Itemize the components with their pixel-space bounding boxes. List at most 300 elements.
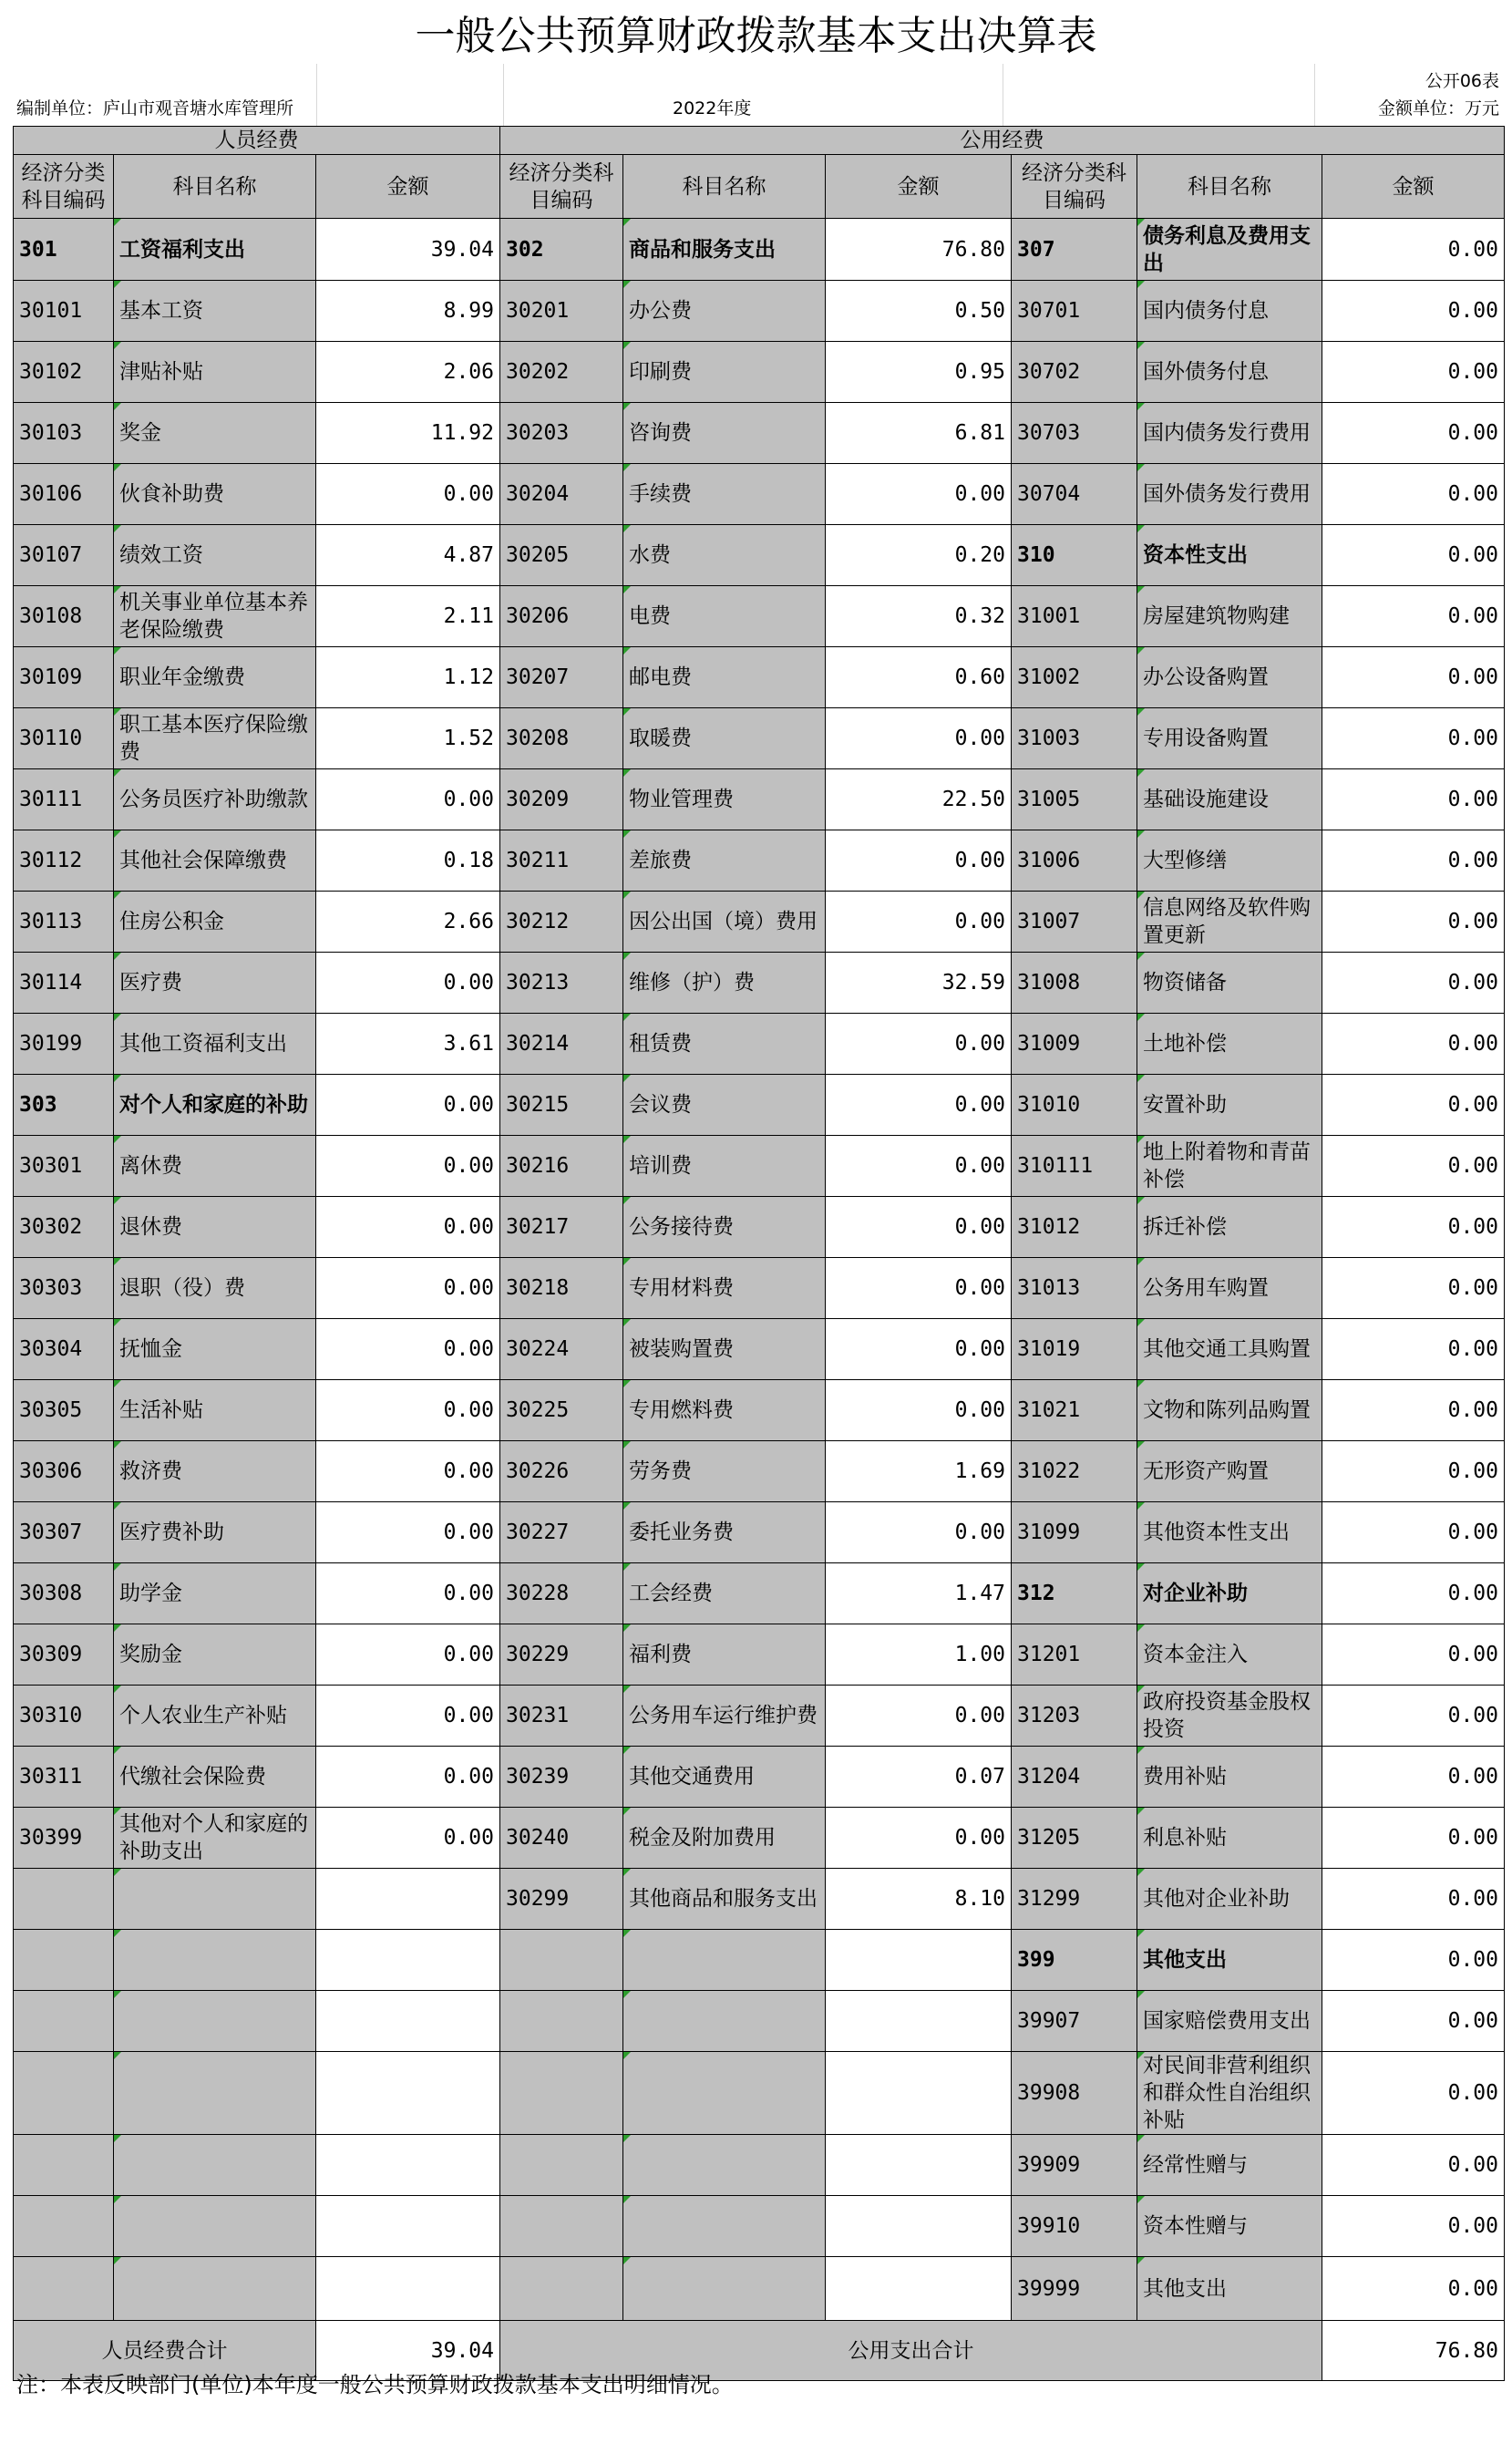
name-cell: 办公费 [623, 281, 826, 342]
name-cell [114, 2135, 316, 2196]
name-cell: 专用材料费 [623, 1258, 826, 1319]
code-cell [500, 2052, 623, 2135]
amount-cell: 0.00 [1322, 403, 1505, 464]
code-cell: 30108 [14, 586, 114, 647]
name-cell: 委托业务费 [623, 1502, 826, 1563]
amount-cell: 22.50 [826, 769, 1012, 830]
table-row [14, 1441, 1505, 1502]
code-cell: 30203 [500, 403, 623, 464]
code-cell: 30702 [1012, 342, 1137, 403]
code-cell: 30212 [500, 892, 623, 953]
name-cell: 公务接待费 [623, 1197, 826, 1258]
amount-cell: 0.00 [826, 1075, 1012, 1136]
name-cell: 基础设施建设 [1137, 769, 1322, 830]
name-cell: 培训费 [623, 1136, 826, 1197]
amount-cell: 3.61 [316, 1014, 500, 1075]
amount-cell [316, 1991, 500, 2052]
code-cell [500, 1991, 623, 2052]
code-cell: 30311 [14, 1747, 114, 1808]
code-cell: 30199 [14, 1014, 114, 1075]
table-row [14, 769, 1505, 830]
name-cell: 职业年金缴费 [114, 647, 316, 708]
column-header-code: 经济分类科目编码 [500, 155, 623, 219]
amount-cell: 0.00 [1322, 464, 1505, 525]
report-title: 一般公共预算财政拨款基本支出决算表 [415, 13, 1097, 59]
amount-cell: 0.00 [1322, 2135, 1505, 2196]
table-row [14, 342, 1505, 403]
code-cell: 39908 [1012, 2052, 1137, 2135]
code-cell [500, 2196, 623, 2257]
code-cell: 30206 [500, 586, 623, 647]
code-cell [500, 1930, 623, 1991]
amount-cell: 1.12 [316, 647, 500, 708]
name-cell: 拆迁补偿 [1137, 1197, 1322, 1258]
code-cell: 30310 [14, 1686, 114, 1747]
code-cell: 307 [1012, 219, 1137, 281]
code-cell: 30309 [14, 1624, 114, 1686]
amount-cell: 0.00 [316, 1258, 500, 1319]
amount-cell [826, 2196, 1012, 2257]
name-cell: 其他交通工具购置 [1137, 1319, 1322, 1380]
table-row [14, 1075, 1505, 1136]
amount-cell [826, 1930, 1012, 1991]
name-cell: 其他支出 [1137, 2257, 1322, 2321]
name-cell: 水费 [623, 525, 826, 586]
amount-cell: 0.00 [1322, 1075, 1505, 1136]
public-total-amount: 76.80 [1322, 2321, 1505, 2381]
amount-cell: 0.00 [316, 1197, 500, 1258]
name-cell: 差旅费 [623, 830, 826, 892]
code-cell: 31299 [1012, 1869, 1137, 1930]
amount-cell: 0.00 [826, 1319, 1012, 1380]
code-cell: 30110 [14, 708, 114, 769]
column-header-code: 经济分类科目编码 [14, 155, 114, 219]
amount-cell: 0.00 [1322, 586, 1505, 647]
code-cell: 30701 [1012, 281, 1137, 342]
amount-cell: 0.00 [316, 464, 500, 525]
table-row [14, 830, 1505, 892]
name-cell: 专用设备购置 [1137, 708, 1322, 769]
code-cell: 30304 [14, 1319, 114, 1380]
name-cell: 住房公积金 [114, 892, 316, 953]
amount-cell: 0.00 [316, 1624, 500, 1686]
amount-cell: 0.00 [316, 1075, 500, 1136]
code-cell: 30303 [14, 1258, 114, 1319]
code-cell: 30231 [500, 1686, 623, 1747]
table-row [14, 1014, 1505, 1075]
code-cell: 30226 [500, 1441, 623, 1502]
table-row [14, 892, 1505, 953]
code-cell: 30207 [500, 647, 623, 708]
code-cell: 30239 [500, 1747, 623, 1808]
name-cell: 经常性赠与 [1137, 2135, 1322, 2196]
amount-cell: 0.00 [316, 1686, 500, 1747]
name-cell: 救济费 [114, 1441, 316, 1502]
name-cell [623, 2257, 826, 2321]
name-cell: 物业管理费 [623, 769, 826, 830]
amount-cell: 0.32 [826, 586, 1012, 647]
code-cell: 39999 [1012, 2257, 1137, 2321]
name-cell: 费用补贴 [1137, 1747, 1322, 1808]
name-cell: 对民间非营利组织和群众性自治组织补贴 [1137, 2052, 1322, 2135]
amount-cell: 0.00 [1322, 1258, 1505, 1319]
name-cell: 公务用车运行维护费 [623, 1686, 826, 1747]
table-row [14, 1624, 1505, 1686]
amount-cell: 0.00 [826, 1808, 1012, 1869]
code-cell [500, 2257, 623, 2321]
name-cell: 电费 [623, 586, 826, 647]
name-cell: 土地补偿 [1137, 1014, 1322, 1075]
amount-cell: 0.20 [826, 525, 1012, 586]
code-cell: 30208 [500, 708, 623, 769]
name-cell [114, 2052, 316, 2135]
table-row [14, 708, 1505, 769]
code-cell: 30103 [14, 403, 114, 464]
table-row [14, 2196, 1505, 2257]
name-cell [114, 2196, 316, 2257]
amount-cell: 0.00 [1322, 708, 1505, 769]
amount-cell: 0.00 [1322, 1197, 1505, 1258]
amount-cell: 0.00 [1322, 1319, 1505, 1380]
code-cell: 30704 [1012, 464, 1137, 525]
code-cell [14, 2257, 114, 2321]
name-cell: 物资储备 [1137, 953, 1322, 1014]
name-cell: 大型修缮 [1137, 830, 1322, 892]
name-cell: 无形资产购置 [1137, 1441, 1322, 1502]
fiscal-year: 2022年度 [673, 98, 752, 119]
column-header-name: 科目名称 [114, 155, 316, 219]
amount-cell: 1.52 [316, 708, 500, 769]
name-cell: 奖金 [114, 403, 316, 464]
code-cell: 30305 [14, 1380, 114, 1441]
personnel-header: 人员经费 [14, 127, 500, 155]
amount-cell [826, 1991, 1012, 2052]
table-row [14, 647, 1505, 708]
name-cell: 工资福利支出 [114, 219, 316, 281]
name-cell [623, 1991, 826, 2052]
name-cell: 其他支出 [1137, 1930, 1322, 1991]
code-cell: 30101 [14, 281, 114, 342]
name-cell: 安置补助 [1137, 1075, 1322, 1136]
name-cell: 国内债务发行费用 [1137, 403, 1322, 464]
group-header-row [14, 127, 1505, 155]
name-cell: 被装购置费 [623, 1319, 826, 1380]
amount-cell: 4.87 [316, 525, 500, 586]
amount-cell: 0.00 [826, 892, 1012, 953]
code-cell: 30113 [14, 892, 114, 953]
code-cell: 30308 [14, 1563, 114, 1624]
amount-cell: 1.47 [826, 1563, 1012, 1624]
amount-cell [316, 2196, 500, 2257]
code-cell: 30112 [14, 830, 114, 892]
name-cell [114, 1869, 316, 1930]
code-cell: 30213 [500, 953, 623, 1014]
code-cell: 30302 [14, 1197, 114, 1258]
code-cell: 31012 [1012, 1197, 1137, 1258]
name-cell: 资本性赠与 [1137, 2196, 1322, 2257]
amount-cell [316, 1930, 500, 1991]
amount-cell: 0.00 [316, 1502, 500, 1563]
code-cell: 39909 [1012, 2135, 1137, 2196]
amount-cell: 0.00 [1322, 1014, 1505, 1075]
amount-cell: 0.00 [826, 464, 1012, 525]
name-cell: 商品和服务支出 [623, 219, 826, 281]
name-cell: 助学金 [114, 1563, 316, 1624]
amount-cell: 0.00 [826, 708, 1012, 769]
code-cell: 31003 [1012, 708, 1137, 769]
amount-cell: 0.00 [826, 1258, 1012, 1319]
name-cell: 公务用车购置 [1137, 1258, 1322, 1319]
amount-cell: 0.00 [1322, 1869, 1505, 1930]
code-cell: 31201 [1012, 1624, 1137, 1686]
amount-cell: 0.00 [1322, 1808, 1505, 1869]
code-cell: 31002 [1012, 647, 1137, 708]
table-row [14, 464, 1505, 525]
amount-cell: 11.92 [316, 403, 500, 464]
name-cell: 债务利息及费用支出 [1137, 219, 1322, 281]
name-cell [114, 2257, 316, 2321]
name-cell: 对企业补助 [1137, 1563, 1322, 1624]
code-cell: 302 [500, 219, 623, 281]
amount-cell: 0.00 [826, 1014, 1012, 1075]
name-cell: 医疗费 [114, 953, 316, 1014]
amount-cell: 0.00 [316, 953, 500, 1014]
amount-cell: 0.60 [826, 647, 1012, 708]
code-cell: 30215 [500, 1075, 623, 1136]
amount-cell: 0.00 [1322, 892, 1505, 953]
name-cell: 其他资本性支出 [1137, 1502, 1322, 1563]
name-cell: 医疗费补助 [114, 1502, 316, 1563]
amount-cell: 0.00 [1322, 1441, 1505, 1502]
code-cell: 30217 [500, 1197, 623, 1258]
code-cell: 31019 [1012, 1319, 1137, 1380]
amount-cell: 8.99 [316, 281, 500, 342]
code-cell: 30102 [14, 342, 114, 403]
name-cell: 其他工资福利支出 [114, 1014, 316, 1075]
amount-cell: 0.00 [1322, 1991, 1505, 2052]
table-row [14, 1686, 1505, 1747]
amount-cell: 2.11 [316, 586, 500, 647]
code-cell: 30227 [500, 1502, 623, 1563]
code-cell [14, 2135, 114, 2196]
amount-cell: 0.00 [826, 1502, 1012, 1563]
amount-cell: 6.81 [826, 403, 1012, 464]
footnote: 注：本表反映部门(单位)本年度一般公共预算财政拨款基本支出明细情况。 [16, 2372, 734, 2397]
amount-cell: 1.00 [826, 1624, 1012, 1686]
amount-cell: 0.00 [1322, 525, 1505, 586]
column-header-name: 科目名称 [1137, 155, 1322, 219]
table-row [14, 1136, 1505, 1197]
amount-cell [826, 2135, 1012, 2196]
name-cell: 离休费 [114, 1136, 316, 1197]
name-cell: 租赁费 [623, 1014, 826, 1075]
amount-cell: 0.00 [1322, 219, 1505, 281]
name-cell [114, 1930, 316, 1991]
amount-cell: 0.00 [1322, 1563, 1505, 1624]
name-cell [623, 2052, 826, 2135]
amount-cell: 0.00 [1322, 342, 1505, 403]
code-cell: 30107 [14, 525, 114, 586]
code-cell: 30307 [14, 1502, 114, 1563]
code-cell: 30209 [500, 769, 623, 830]
name-cell: 因公出国（境）费用 [623, 892, 826, 953]
code-cell: 31001 [1012, 586, 1137, 647]
name-cell: 福利费 [623, 1624, 826, 1686]
table-row [14, 1380, 1505, 1441]
name-cell: 印刷费 [623, 342, 826, 403]
name-cell: 专用燃料费 [623, 1380, 826, 1441]
code-cell: 30224 [500, 1319, 623, 1380]
name-cell: 职工基本医疗保险缴费 [114, 708, 316, 769]
table-row [14, 1258, 1505, 1319]
name-cell: 地上附着物和青苗补偿 [1137, 1136, 1322, 1197]
code-cell: 30399 [14, 1808, 114, 1869]
code-cell: 31005 [1012, 769, 1137, 830]
name-cell: 办公设备购置 [1137, 647, 1322, 708]
name-cell: 国外债务发行费用 [1137, 464, 1322, 525]
code-cell [500, 2135, 623, 2196]
table-row [14, 219, 1505, 281]
code-cell: 31008 [1012, 953, 1137, 1014]
name-cell: 咨询费 [623, 403, 826, 464]
name-cell: 伙食补助费 [114, 464, 316, 525]
amount-cell: 0.18 [316, 830, 500, 892]
amount-cell: 0.00 [1322, 281, 1505, 342]
code-cell: 30301 [14, 1136, 114, 1197]
name-cell: 国家赔偿费用支出 [1137, 1991, 1322, 2052]
table-number: 公开06表 [1425, 71, 1499, 91]
code-cell: 31007 [1012, 892, 1137, 953]
name-cell: 文物和陈列品购置 [1137, 1380, 1322, 1441]
code-cell: 31022 [1012, 1441, 1137, 1502]
table-row [14, 281, 1505, 342]
compiling-unit: 编制单位：庐山市观音塘水库管理所 [16, 98, 294, 119]
code-cell [14, 1991, 114, 2052]
amount-cell: 0.00 [1322, 2052, 1505, 2135]
table-row [14, 1502, 1505, 1563]
amount-cell: 0.00 [316, 1441, 500, 1502]
public-header: 公用经费 [500, 127, 1505, 155]
name-cell: 邮电费 [623, 647, 826, 708]
code-cell: 30106 [14, 464, 114, 525]
amount-cell [316, 2135, 500, 2196]
amount-cell: 0.00 [826, 1136, 1012, 1197]
amount-unit: 金额单位：万元 [1377, 98, 1499, 119]
column-header-code: 经济分类科目编码 [1012, 155, 1137, 219]
column-header-amount: 金额 [826, 155, 1012, 219]
code-cell: 31010 [1012, 1075, 1137, 1136]
code-cell: 30201 [500, 281, 623, 342]
code-cell: 310 [1012, 525, 1137, 586]
personnel-total-label: 人员经费合计 [14, 2321, 316, 2381]
amount-cell: 0.00 [316, 1563, 500, 1624]
amount-cell: 0.00 [826, 1380, 1012, 1441]
code-cell: 30109 [14, 647, 114, 708]
amount-cell: 0.00 [316, 1380, 500, 1441]
amount-cell: 0.00 [1322, 1502, 1505, 1563]
amount-cell: 8.10 [826, 1869, 1012, 1930]
column-header-amount: 金额 [316, 155, 500, 219]
code-cell: 30703 [1012, 403, 1137, 464]
code-cell [14, 1930, 114, 1991]
amount-cell [316, 2052, 500, 2135]
code-cell: 30205 [500, 525, 623, 586]
name-cell: 资本金注入 [1137, 1624, 1322, 1686]
code-cell [14, 2196, 114, 2257]
table-row [14, 1197, 1505, 1258]
table-row [14, 1930, 1505, 1991]
name-cell [114, 1991, 316, 2052]
name-cell: 房屋建筑物购建 [1137, 586, 1322, 647]
amount-cell: 0.00 [1322, 769, 1505, 830]
table-row [14, 1991, 1505, 2052]
amount-cell: 0.00 [1322, 647, 1505, 708]
code-cell: 30211 [500, 830, 623, 892]
code-cell: 303 [14, 1075, 114, 1136]
amount-cell: 0.00 [1322, 1686, 1505, 1747]
name-cell: 机关事业单位基本养老保险缴费 [114, 586, 316, 647]
name-cell: 个人农业生产补贴 [114, 1686, 316, 1747]
name-cell: 津贴补贴 [114, 342, 316, 403]
name-cell: 劳务费 [623, 1441, 826, 1502]
code-cell: 30229 [500, 1624, 623, 1686]
code-cell: 30306 [14, 1441, 114, 1502]
name-cell: 手续费 [623, 464, 826, 525]
amount-cell: 0.00 [1322, 1136, 1505, 1197]
table-row [14, 1563, 1505, 1624]
code-cell: 31205 [1012, 1808, 1137, 1869]
amount-cell: 0.07 [826, 1747, 1012, 1808]
table-row [14, 953, 1505, 1014]
name-cell: 退职（役）费 [114, 1258, 316, 1319]
name-cell: 维修（护）费 [623, 953, 826, 1014]
table-row [14, 1808, 1505, 1869]
code-cell: 31013 [1012, 1258, 1137, 1319]
code-cell: 30228 [500, 1563, 623, 1624]
amount-cell: 0.00 [316, 1747, 500, 1808]
table-row [14, 1869, 1505, 1930]
name-cell: 奖励金 [114, 1624, 316, 1686]
amount-cell [316, 2257, 500, 2321]
name-cell [623, 2196, 826, 2257]
code-cell: 30204 [500, 464, 623, 525]
code-cell: 310111 [1012, 1136, 1137, 1197]
code-cell: 30299 [500, 1869, 623, 1930]
name-cell [623, 1930, 826, 1991]
amount-cell: 0.00 [826, 1197, 1012, 1258]
name-cell: 其他对个人和家庭的补助支出 [114, 1808, 316, 1869]
amount-cell: 32.59 [826, 953, 1012, 1014]
code-cell [14, 1869, 114, 1930]
amount-cell: 76.80 [826, 219, 1012, 281]
column-header-name: 科目名称 [623, 155, 826, 219]
code-cell: 30114 [14, 953, 114, 1014]
name-cell: 国外债务付息 [1137, 342, 1322, 403]
amount-cell: 2.06 [316, 342, 500, 403]
code-cell: 399 [1012, 1930, 1137, 1991]
amount-cell: 0.00 [826, 830, 1012, 892]
name-cell: 退休费 [114, 1197, 316, 1258]
amount-cell: 0.00 [1322, 2196, 1505, 2257]
code-cell: 30216 [500, 1136, 623, 1197]
name-cell: 绩效工资 [114, 525, 316, 586]
table-row [14, 403, 1505, 464]
personnel-total-amount: 39.04 [316, 2321, 500, 2381]
amount-cell: 0.00 [826, 1686, 1012, 1747]
column-header-row [14, 155, 1505, 219]
name-cell: 其他社会保障缴费 [114, 830, 316, 892]
amount-cell: 0.00 [1322, 1380, 1505, 1441]
